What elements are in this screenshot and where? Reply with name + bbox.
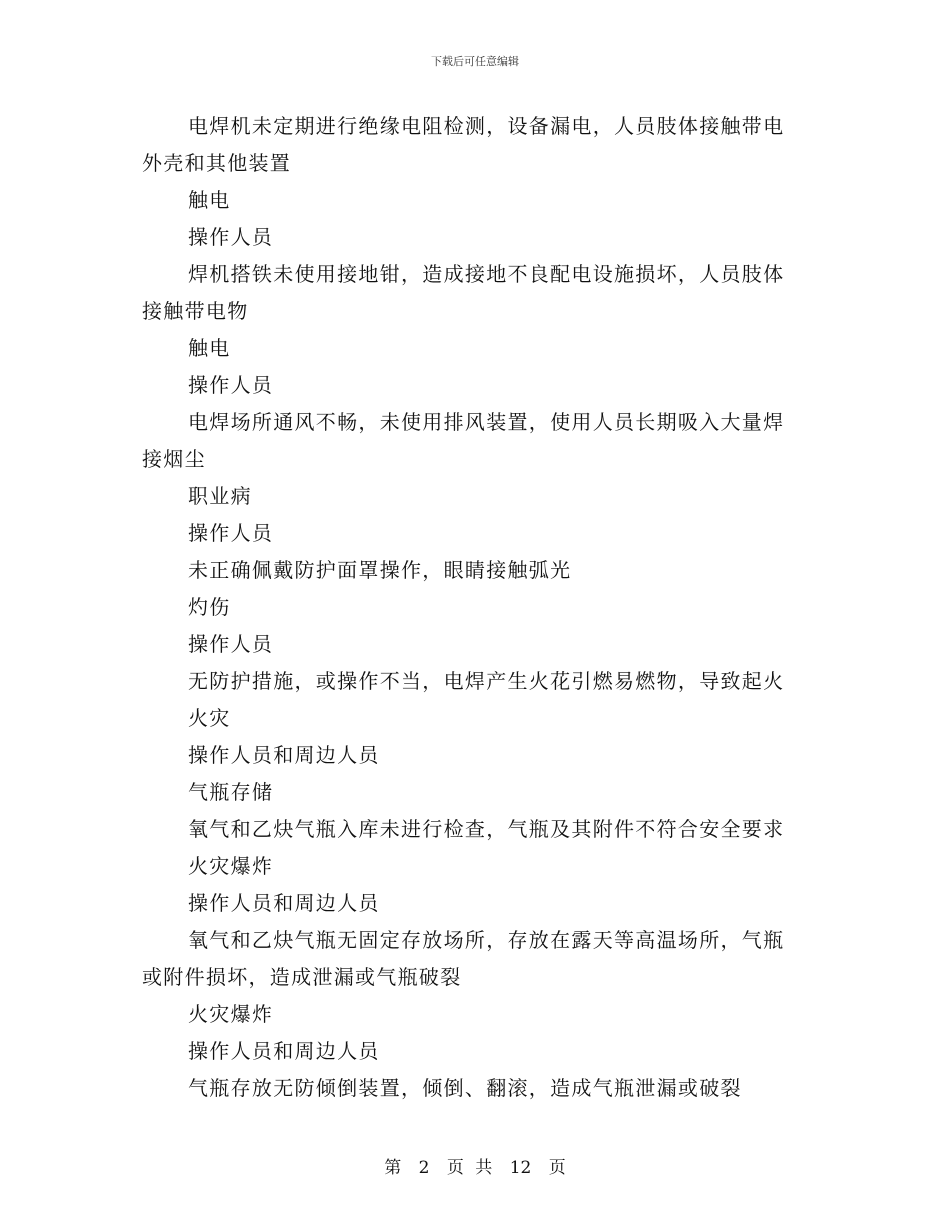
paragraph: 电焊场所通风不畅，未使用排风装置，使用人员长期吸入大量焊接烟尘 xyxy=(142,410,785,471)
footer-suffix: 页 xyxy=(548,1158,566,1178)
paragraph: 触电 xyxy=(188,188,231,212)
paragraph: 氧气和乙炔气瓶入库未进行检查，气瓶及其附件不符合安全要求 xyxy=(188,817,785,841)
footer-middle: 页 共 xyxy=(446,1158,493,1178)
total-pages-number: 12 xyxy=(509,1158,532,1178)
paragraph: 触电 xyxy=(188,336,231,360)
paragraph: 无防护措施，或操作不当，电焊产生火花引燃易燃物，导致起火 xyxy=(188,669,785,693)
paragraph: 操作人员和周边人员 xyxy=(188,891,380,915)
paragraph: 焊机搭铁未使用接地钳，造成接地不良配电设施损坏，人员肢体接触带电物 xyxy=(142,262,785,323)
current-page-number: 2 xyxy=(418,1158,430,1178)
paragraph: 气瓶存放无防倾倒装置，倾倒、翻滚，造成气瓶泄漏或破裂 xyxy=(188,1076,742,1100)
page-number-footer xyxy=(0,1153,950,1178)
paragraph: 气瓶存储 xyxy=(188,780,274,804)
paragraph: 操作人员 xyxy=(188,632,274,656)
paragraph: 火灾爆炸 xyxy=(188,1002,274,1026)
paragraph: 灼伤 xyxy=(188,595,231,619)
paragraph: 操作人员 xyxy=(188,373,274,397)
paragraph: 职业病 xyxy=(188,484,252,508)
page-header-note: 下载后可任意编辑 xyxy=(431,55,519,68)
paragraph: 火灾爆炸 xyxy=(188,854,274,878)
paragraph: 氧气和乙炔气瓶无固定存放场所，存放在露天等高温场所，气瓶或附件损坏，造成泄漏或气瓶破裂 xyxy=(142,928,785,989)
paragraph: 操作人员和周边人员 xyxy=(188,743,380,767)
paragraph: 未正确佩戴防护面罩操作，眼睛接触弧光 xyxy=(188,558,572,582)
document-body xyxy=(142,108,802,1107)
footer-prefix: 第 xyxy=(384,1158,402,1178)
paragraph: 火灾 xyxy=(188,706,231,730)
paragraph: 操作人员和周边人员 xyxy=(188,1039,380,1063)
paragraph: 操作人员 xyxy=(188,225,274,249)
paragraph: 电焊机未定期进行绝缘电阻检测，设备漏电，人员肢体接触带电外壳和其他装置 xyxy=(142,114,785,175)
paragraph: 操作人员 xyxy=(188,521,274,545)
